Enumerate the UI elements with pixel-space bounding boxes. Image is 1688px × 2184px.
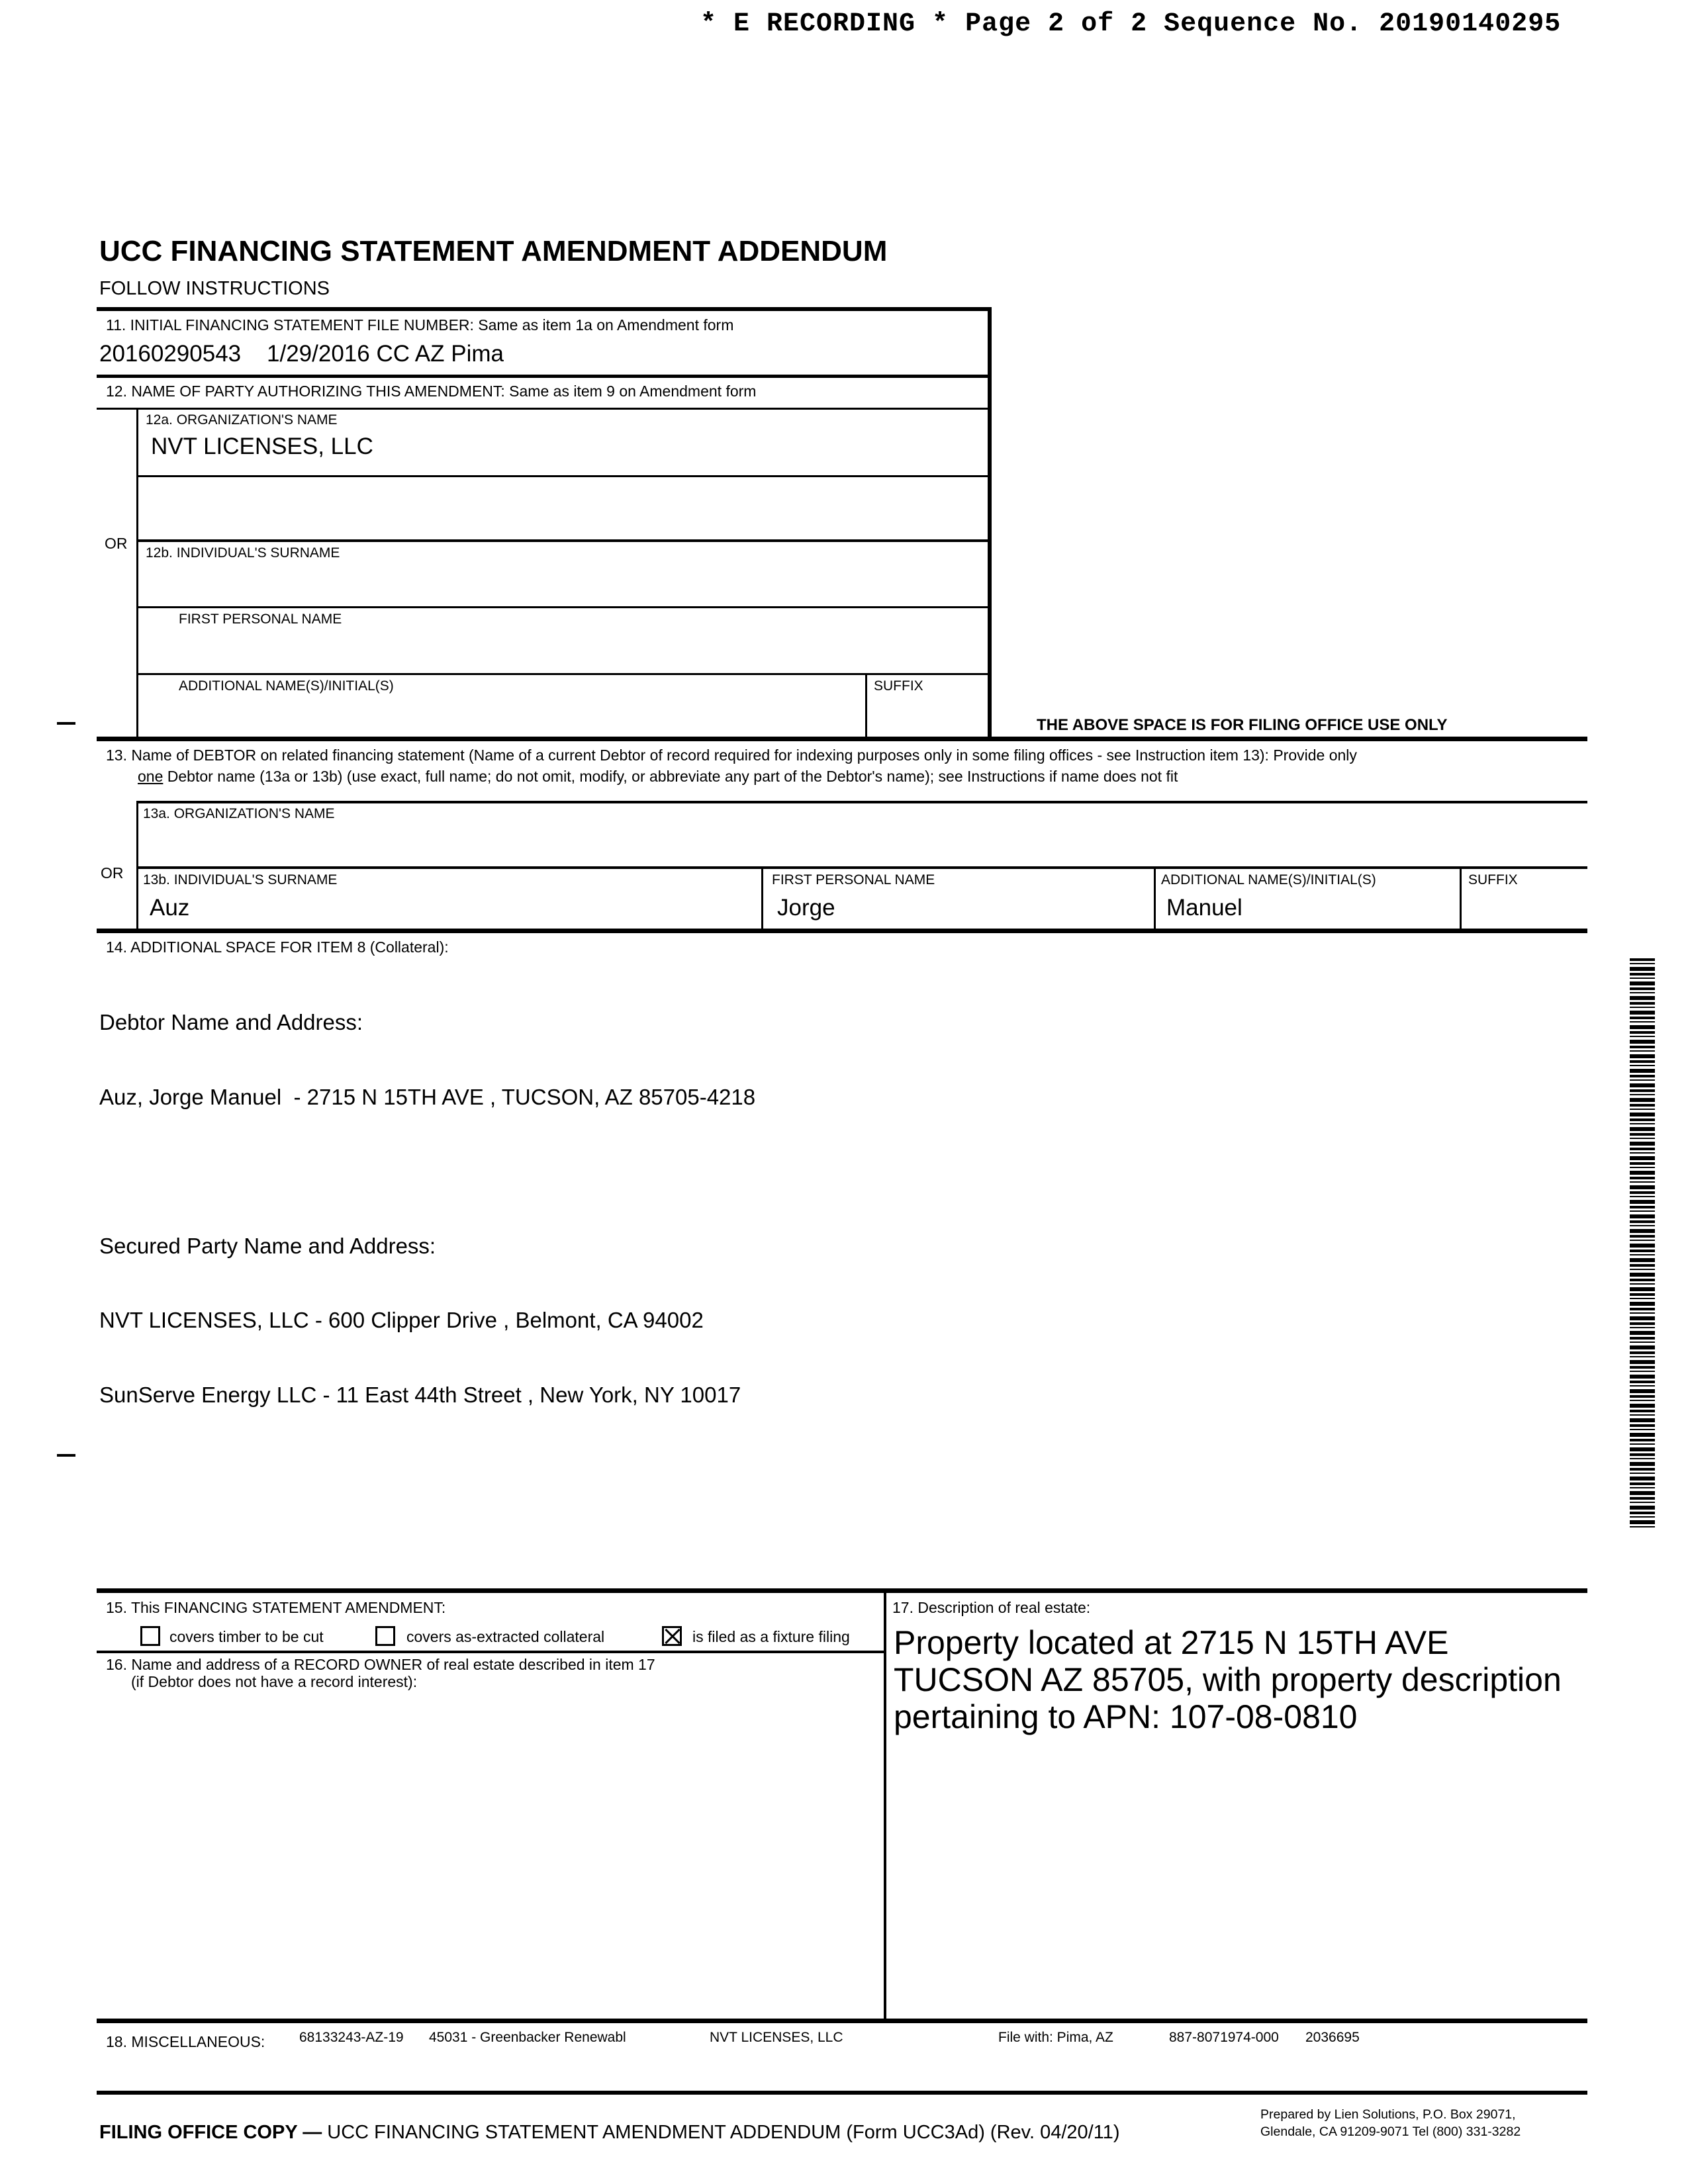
item13-suffix-label: SUFFIX bbox=[1468, 872, 1518, 887]
rule-18-top bbox=[97, 2019, 1587, 2023]
margin-mark bbox=[57, 1454, 75, 1457]
item13-label-line2 bbox=[138, 768, 1178, 786]
item13a-label: 13a. ORGANIZATION'S NAME bbox=[143, 806, 335, 821]
item18-account: 887-8071974-000 bbox=[1169, 2030, 1279, 2045]
rule-15-divider bbox=[884, 1588, 886, 2021]
footer-dash: — bbox=[297, 2122, 328, 2143]
rule-13-left bbox=[136, 801, 138, 931]
item12-additional-label: ADDITIONAL NAME(S)/INITIAL(S) bbox=[179, 678, 394, 694]
rule-footer bbox=[97, 2091, 1587, 2095]
item13b-label: 13b. INDIVIDUAL'S SURNAME bbox=[143, 872, 338, 887]
rule-16-top bbox=[97, 1651, 884, 1653]
recording-header: * E RECORDING * Page 2 of 2 Sequence No. 20190140295 bbox=[700, 9, 1562, 39]
footer-form-line bbox=[99, 2122, 1120, 2144]
rule-15-top bbox=[97, 1588, 1587, 1593]
prepared-line: Glendale, CA 91209-9071 Tel (800) 331-3282 bbox=[1260, 2124, 1521, 2139]
item13-first-label: FIRST PERSONAL NAME bbox=[772, 872, 935, 887]
item12-first-label: FIRST PERSONAL NAME bbox=[179, 612, 342, 627]
item12a-value: NVT LICENSES, LLC bbox=[151, 433, 373, 459]
item16-label-line2: (if Debtor does not have a record interest): bbox=[131, 1673, 418, 1690]
timber-label: covers timber to be cut bbox=[169, 1628, 324, 1645]
item14-line: Debtor Name and Address: bbox=[99, 1010, 363, 1034]
item18-file-with: File with: Pima, AZ bbox=[998, 2030, 1113, 2045]
item12b-label: 12b. INDIVIDUAL'S SURNAME bbox=[146, 545, 340, 561]
item12-label: 12. NAME OF PARTY AUTHORIZING THIS AMENDMENT: Same as item 9 on Amendment form bbox=[106, 383, 757, 400]
item18-label: 18. MISCELLANEOUS: bbox=[106, 2033, 265, 2050]
item13-label-line1: 13. Name of DEBTOR on related financing statement (Name of a current Debtor of record required for indexing purposes only in some filing offices - see Instruction item 13): Provide only bbox=[106, 747, 1357, 764]
rule-11 bbox=[97, 375, 992, 378]
item13-additional-value: Manuel bbox=[1166, 895, 1243, 921]
item13b-value: Auz bbox=[150, 895, 190, 921]
item12-or: OR bbox=[105, 535, 128, 552]
prepared-line: Prepared by Lien Solutions, P.O. Box 29071, bbox=[1260, 2107, 1516, 2122]
item11-value: 20160290543 1/29/2016 CC AZ Pima bbox=[99, 341, 504, 367]
filing-office-space: THE ABOVE SPACE IS FOR FILING OFFICE USE ONLY bbox=[1037, 716, 1448, 734]
form-title: UCC FINANCING STATEMENT AMENDMENT ADDENDUM bbox=[99, 235, 888, 267]
item17-line: pertaining to APN: 107-08-0810 bbox=[894, 1698, 1358, 1735]
rule-14-top bbox=[97, 929, 1587, 933]
rule-12-suffix bbox=[865, 673, 867, 740]
rule-13-top bbox=[97, 737, 1587, 741]
as-extracted-checkbox[interactable] bbox=[375, 1626, 395, 1646]
item13-one: one bbox=[138, 768, 164, 785]
item17-line: TUCSON AZ 85705, with property description bbox=[894, 1661, 1562, 1698]
rule-13a bbox=[136, 801, 1587, 803]
rule-12a2 bbox=[136, 539, 992, 542]
rule-12-left bbox=[136, 408, 138, 740]
item18-number: 2036695 bbox=[1305, 2030, 1360, 2045]
rule-13-first bbox=[761, 866, 763, 931]
item11-label: 11. INITIAL FINANCING STATEMENT FILE NUMBER: Same as item 1a on Amendment form bbox=[106, 316, 734, 334]
item13-additional-label: ADDITIONAL NAME(S)/INITIAL(S) bbox=[1161, 872, 1376, 887]
fixture-filing-label: is filed as a fixture filing bbox=[692, 1628, 850, 1645]
item13-first-value: Jorge bbox=[777, 895, 835, 921]
item14-label: 14. ADDITIONAL SPACE FOR ITEM 8 (Collateral): bbox=[106, 938, 449, 956]
footer-form-name: UCC FINANCING STATEMENT AMENDMENT ADDENDUM (Form UCC3Ad) (Rev. 04/20/11) bbox=[327, 2122, 1120, 2143]
item14-line bbox=[99, 1159, 755, 1184]
item14-line: NVT LICENSES, LLC - 600 Clipper Drive , Belmont, CA 94002 bbox=[99, 1308, 704, 1332]
rule-13-suffix bbox=[1460, 866, 1462, 931]
item17-line: Property located at 2715 N 15TH AVE bbox=[894, 1624, 1449, 1661]
item14-collateral bbox=[99, 960, 755, 1432]
rule-13b bbox=[136, 866, 1587, 869]
item13-label-rest: Debtor name (13a or 13b) (use exact, full name; do not omit, modify, or abbreviate any part of the Debtor's name); see Instructions if name does not fit bbox=[163, 768, 1178, 785]
item13-or: OR bbox=[101, 864, 124, 882]
item17-description bbox=[894, 1624, 1562, 1735]
item17-label: 17. Description of real estate: bbox=[892, 1599, 1091, 1616]
margin-mark bbox=[57, 722, 75, 725]
item12a-label: 12a. ORGANIZATION'S NAME bbox=[146, 412, 338, 428]
prepared-by bbox=[1260, 2106, 1521, 2140]
rule-12 bbox=[97, 408, 992, 410]
item16-label-line1: 16. Name and address of a RECORD OWNER of real estate described in item 17 bbox=[106, 1656, 655, 1673]
as-extracted-label: covers as-extracted collateral bbox=[406, 1628, 605, 1645]
timber-checkbox[interactable] bbox=[140, 1626, 160, 1646]
box-top-rule bbox=[97, 307, 992, 311]
item12-suffix-label: SUFFIX bbox=[874, 678, 923, 694]
rule-13-additional bbox=[1154, 866, 1156, 931]
item18-code: 68133243-AZ-19 bbox=[299, 2030, 404, 2045]
fixture-filing-checkbox[interactable] bbox=[662, 1626, 682, 1646]
item14-line: SunServe Energy LLC - 11 East 44th Street , New York, NY 10017 bbox=[99, 1382, 741, 1407]
item14-line: Auz, Jorge Manuel - 2715 N 15TH AVE , TUCSON, AZ 85705-4218 bbox=[99, 1084, 756, 1109]
item18-ref: 45031 - Greenbacker Renewabl bbox=[429, 2030, 626, 2045]
filing-office-copy: FILING OFFICE COPY bbox=[99, 2122, 298, 2143]
rule-12a bbox=[136, 475, 992, 477]
item15-label: 15. This FINANCING STATEMENT AMENDMENT: bbox=[106, 1599, 446, 1616]
follow-instructions: FOLLOW INSTRUCTIONS bbox=[99, 278, 330, 299]
item14-line: Secured Party Name and Address: bbox=[99, 1233, 436, 1258]
barcode bbox=[1630, 958, 1655, 1527]
rule-12b bbox=[136, 606, 992, 608]
rule-12-first bbox=[136, 673, 992, 675]
item18-party: NVT LICENSES, LLC bbox=[710, 2030, 843, 2045]
